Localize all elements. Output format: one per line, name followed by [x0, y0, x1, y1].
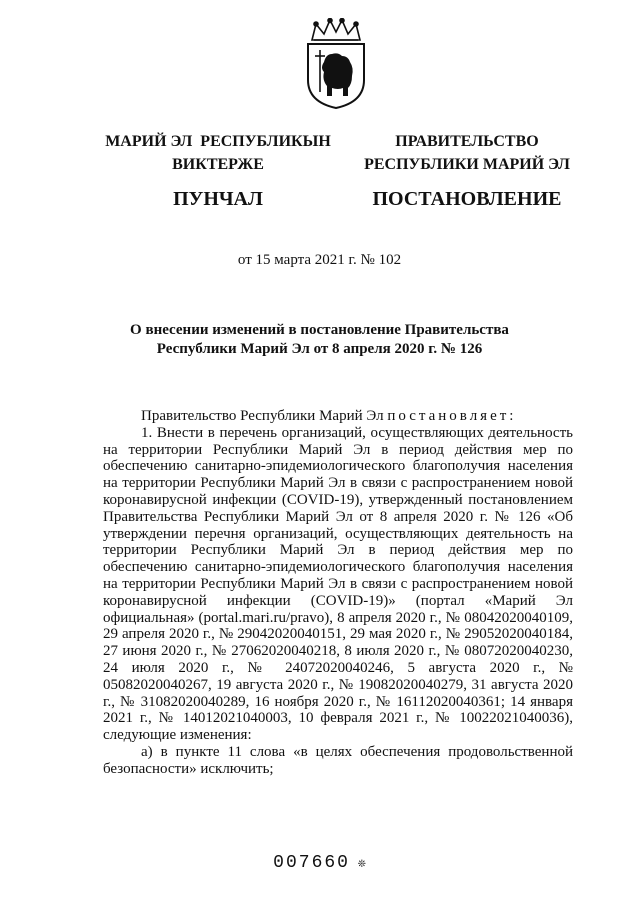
date-prefix: от: [237, 252, 252, 268]
coat-of-arms-emblem: [298, 18, 374, 110]
intro-lead: Правительство Республики Марий Эл: [141, 408, 384, 424]
header-right-line2: РЕСПУБЛИКИ МАРИЙ ЭЛ: [364, 156, 570, 173]
document-body: [103, 408, 573, 778]
date-month-year: марта 2021 г. №: [274, 252, 375, 268]
item-a-paragraph: а) в пункте 11 слова «в целях обеспечения продовольственной безопасности» исключить;: [103, 743, 573, 777]
document-number: 102: [378, 252, 402, 268]
header-right-line1: ПРАВИТЕЛЬСТВО: [395, 133, 539, 150]
title-line2: Республики Марий Эл от 8 апреля 2020 г. № 126: [156, 341, 483, 357]
intro-paragraph: [103, 408, 573, 425]
serial-number: 007660: [273, 853, 350, 873]
header-left-line1: МАРИЙ ЭЛ РЕСПУБЛИКЫН: [105, 133, 331, 150]
header-left-line2: ВИКТЕРЖЕ: [172, 156, 264, 173]
header-right-block: [352, 130, 582, 211]
item-1-paragraph: 1. Внести в перечень организаций, осуществляющих деятельность на территории Республики Марий Эл в период действия мер по обеспечению санитарно-эпидемиологического благополучия населения на территории Республики Марий Эл в связи с распространением новой коронавирусной инфекции (COVID-19), утвержденный постановлением Правительства Республики Марий Эл от 8 апреля 2020 г. № 126 «Об утверждении перечня организаций, осуществляющих деятельность на территории Республики Марий Эл в период действия мер по обеспечению санитарно-эпидемиологического благополучия населения на территории Республики Марий Эл в связи с распространением новой коронавирусной инфекции (COVID-19)» (портал «Марий Эл официальная» (portal.mari.ru/pravo), 8 апреля 2020 г., № 08042020040109, 29 апреля 2020 г., № 29042020040151, 29 мая 2020 г., № 29052020040184, 27 июня 2020 г., № 27062020040218, 8 июля 2020 г., № 08072020040230, 24 июля 2020 г., № 24072020040246, 5 августа 2020 г., № 05082020040267, 19 августа 2020 г., № 19082020040279, 31 августа 2020 г., № 31082020040289, 16 ноября 2020 г., № 16112020040361; 14 января 2021 г., № 14012021040003, 10 февраля 2021 г., № 10022021040036), следующие изменения:: [103, 424, 573, 744]
title-line1: О внесении изменений в постановление Правительства: [130, 322, 509, 338]
header-left-block: [96, 130, 340, 211]
footer-mark-icon: ❊: [357, 856, 366, 871]
intro-decree-word: постановляет:: [387, 408, 517, 424]
header-right-doc-type: ПОСТАНОВЛЕНИЕ: [372, 188, 562, 210]
date-day: 15: [255, 252, 271, 268]
footer-serial-number: [0, 853, 639, 873]
document-title: [0, 321, 639, 359]
document-date-line: [0, 252, 639, 269]
header-left-doc-type: ПУНЧАЛ: [173, 188, 263, 210]
